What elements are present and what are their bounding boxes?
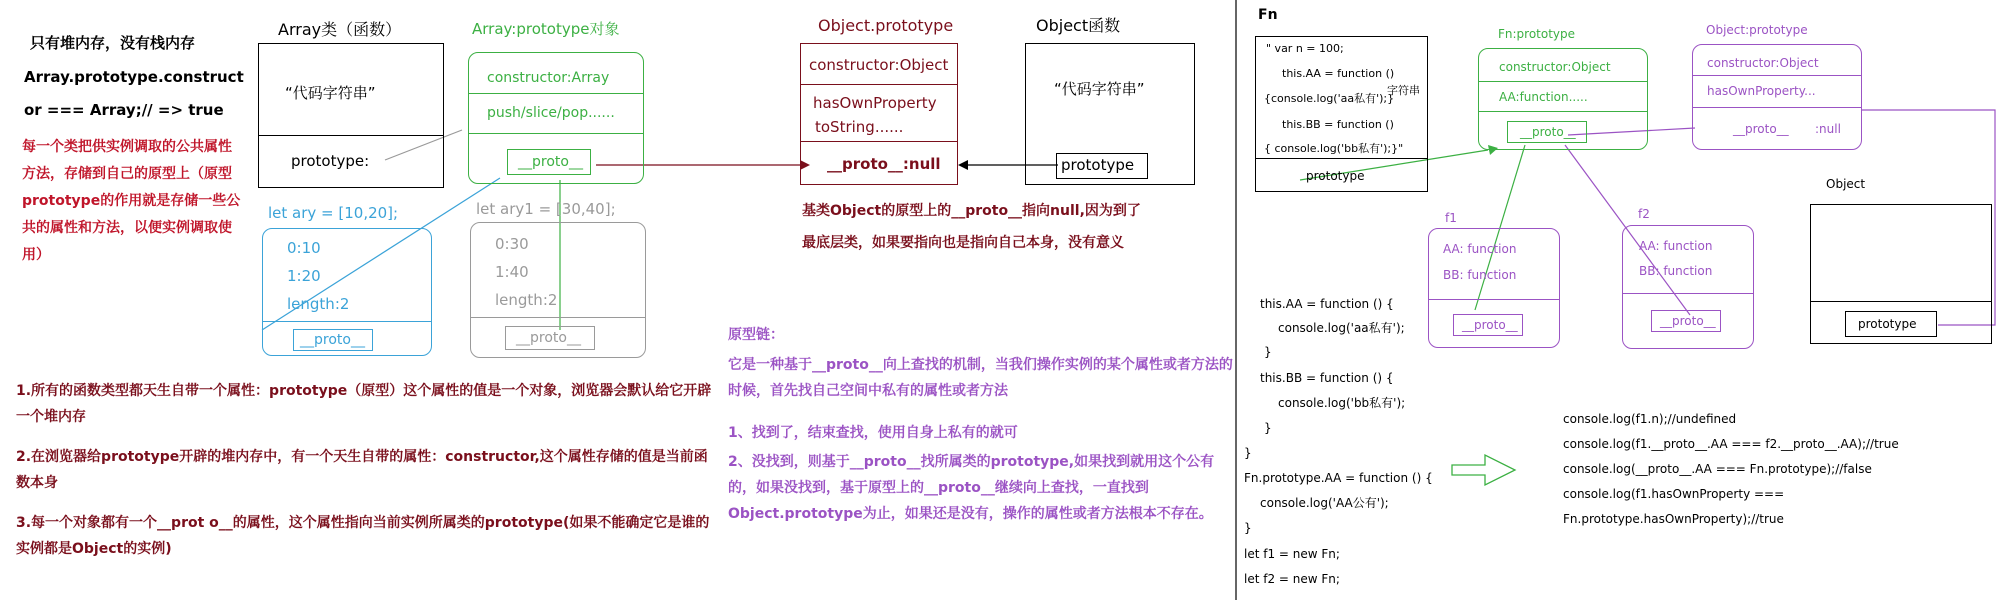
chain-step-2: 2、没找到，则基于__proto__找所属类的prototype,如果找到就用这个公有的，如果没找到，基于原型上的__proto__继续向上查找，一直找到Object.prototype为止，如果还是没有，操作的属性或者方法根本不存在。 <box>728 454 1215 522</box>
object-fn-prototype: prototype <box>1061 156 1135 174</box>
obj-proto-title: Object:prototype <box>1706 23 1808 37</box>
code-line-6: } <box>1264 421 1272 435</box>
array-proto-proto-box <box>507 149 591 175</box>
hollow-arrow <box>1452 455 1515 485</box>
array-proto-box <box>468 52 644 184</box>
array-proto-title: Array:prototype对象 <box>472 20 620 38</box>
console-line-2: console.log(f1.__proto__.AA === f2.__proto__.AA);//true <box>1563 437 1899 451</box>
f1-box <box>1428 228 1560 348</box>
divider <box>259 135 443 136</box>
fn-box <box>1255 36 1428 192</box>
fn-proto-title: Fn:prototype <box>1498 27 1576 41</box>
ary-item-1: 1:20 <box>287 267 321 285</box>
object-prototype-box <box>1845 311 1937 337</box>
note-heap-only: 只有堆内存，没有栈内存 <box>30 34 196 52</box>
object-title: Object <box>1826 177 1866 191</box>
ary-item-0: 0:10 <box>287 239 321 257</box>
fn-prototype: prototype <box>1306 169 1365 183</box>
note-prototype-purpose: 每一个类把供实例调取的公共属性方法，存储到自己的原型上（原型prototype的作用就是存储一些公共的属性和方法，以便实例调取使用） <box>22 139 241 263</box>
ary1-item-1: 1:40 <box>495 263 529 281</box>
fn-code-line-4: this.BB = function () <box>1282 118 1394 131</box>
code-line-4: this.BB = function () { <box>1260 371 1394 385</box>
note-3: 3.每一个对象都有一个__prot o__的属性，这个属性指向当前实例所属类的prototype(如果不能确定它是谁的实例都是Object的实例) <box>16 515 710 557</box>
f2-proto-box <box>1651 310 1721 332</box>
code-line-9: console.log('AA公有'); <box>1260 496 1389 510</box>
array-fn-prototype-label: prototype: <box>291 152 370 170</box>
fn-code-line-2: this.AA = function () <box>1282 67 1395 80</box>
ary1-item-0: 0:30 <box>495 235 529 253</box>
code-line-5: console.log('bb私有'); <box>1278 396 1406 410</box>
array-fn-title: Array类（函数） <box>278 20 402 39</box>
object-proto-title: Object.prototype <box>818 16 954 35</box>
divider <box>1256 158 1427 159</box>
f1-aa: AA: function <box>1443 242 1517 256</box>
console-line-3: console.log(__proto__.AA === Fn.prototype);//false <box>1563 462 1872 476</box>
ary1-length: length:2 <box>495 291 558 309</box>
code-line-3: } <box>1264 345 1272 359</box>
object-proto-hasownproperty: hasOwnProperty <box>813 94 937 112</box>
ary-title: let ary = [10,20]; <box>268 204 399 222</box>
fn-proto-proto-box <box>1507 121 1587 143</box>
code-line-8: Fn.prototype.AA = function () { <box>1244 471 1433 485</box>
fn-code-line-5: { console.log('bb私有');}" <box>1264 142 1404 155</box>
fn-proto-constructor: constructor:Object <box>1499 60 1611 74</box>
array-proto-constructor: constructor:Array <box>487 70 610 86</box>
object-box <box>1810 204 1992 344</box>
obj-proto-box <box>1692 44 1862 150</box>
chain-text: 它是一种基于__proto__向上查找的机制，当我们操作实例的某个属性或者方法的时候，首先找自己空间中私有的属性或者方法 <box>728 357 1233 399</box>
null-note-line-1: 基类Object的原型上的__proto__指向null,因为到了 <box>802 203 1141 219</box>
code-line-1: this.AA = function () { <box>1260 297 1394 311</box>
array-proto-proto: __proto__ <box>518 154 583 170</box>
divider <box>1479 81 1647 82</box>
fn-proto-aa: AA:function..... <box>1499 90 1588 104</box>
note-2: 2.在浏览器给prototype开辟的堆内存中，有一个天生自带的属性：constructor,这个属性存储的值是当前函数本身 <box>16 449 708 491</box>
array-fn-code: “代码字符串” <box>285 84 376 102</box>
obj-proto-proto: __proto__ <box>1733 122 1789 136</box>
f1-proto-box <box>1453 314 1523 336</box>
ary1-proto: __proto__ <box>516 330 581 346</box>
console-line-1: console.log(f1.n);//undefined <box>1563 412 1737 426</box>
fn-side-label: 字符串 <box>1387 84 1420 97</box>
divider <box>1693 107 1861 108</box>
f2-bb: BB: function <box>1639 264 1713 278</box>
code-line-12: let f2 = new Fn; <box>1244 572 1340 586</box>
obj-proto-null: :null <box>1815 122 1841 136</box>
f1-bb: BB: function <box>1443 268 1517 282</box>
chain-title: 原型链： <box>728 327 784 343</box>
code-line-2: console.log('aa私有'); <box>1278 321 1405 335</box>
f2-title: f2 <box>1638 207 1650 221</box>
object-fn-box <box>1025 43 1195 185</box>
console-line-5: Fn.prototype.hasOwnProperty);//true <box>1563 512 1784 526</box>
fn-code-line-1: " var n = 100; <box>1266 42 1344 55</box>
divider <box>1429 299 1559 300</box>
object-fn-code: “代码字符串” <box>1054 80 1145 98</box>
divider <box>1811 301 1991 302</box>
divider <box>1479 111 1647 112</box>
divider <box>263 321 431 322</box>
ary1-title: let ary1 = [30,40]; <box>476 200 616 218</box>
object-fn-title: Object函数 <box>1036 16 1121 35</box>
divider <box>1693 75 1861 76</box>
code-line-11: let f1 = new Fn; <box>1244 547 1340 561</box>
object-proto-box <box>800 43 958 185</box>
f2-proto: __proto__ <box>1660 314 1716 328</box>
ary1-box <box>470 222 646 358</box>
fn-code-line-3: {console.log('aa私有');} <box>1264 92 1395 105</box>
fn-proto-box <box>1478 48 1648 150</box>
obj-proto-hasownproperty: hasOwnProperty... <box>1707 84 1816 98</box>
obj-proto-constructor: constructor:Object <box>1707 56 1819 70</box>
divider <box>469 133 643 134</box>
ary1-proto-box <box>505 326 595 350</box>
object-proto-constructor: constructor:Object <box>809 56 949 74</box>
f1-proto: __proto__ <box>1462 318 1518 332</box>
chain-step-1: 1、找到了，结束查找，使用自身上私有的就可 <box>728 425 1018 441</box>
object-proto-tostring: toString...... <box>815 118 904 136</box>
array-proto-methods: push/slice/pop...... <box>487 105 615 121</box>
object-proto-proto-null: __proto__:null <box>827 155 941 173</box>
divider <box>801 84 957 85</box>
note-constructor-1: Array.prototype.construct <box>24 68 244 86</box>
object-prototype: prototype <box>1858 317 1917 331</box>
note-1: 1.所有的函数类型都天生自带一个属性：prototype（原型）这个属性的值是一个对象，浏览器会默认给它开辟一个堆内存 <box>16 383 712 425</box>
f2-box <box>1622 225 1754 349</box>
console-line-4: console.log(f1.hasOwnProperty === <box>1563 487 1785 501</box>
divider <box>469 93 643 94</box>
fn-proto-proto: __proto__ <box>1520 125 1576 139</box>
fn-title: Fn <box>1258 7 1278 23</box>
divider <box>471 317 645 318</box>
object-fn-prototype-box <box>1056 153 1148 179</box>
code-line-10: } <box>1244 521 1252 535</box>
array-fn-box <box>258 43 444 188</box>
null-note-line-2: 最底层类，如果要指向也是指向自己本身，没有意义 <box>802 235 1124 251</box>
ary-proto: __proto__ <box>300 332 365 348</box>
ary-proto-box <box>293 329 373 351</box>
divider <box>801 141 957 142</box>
note-constructor-2: or === Array;// => true <box>24 101 224 119</box>
divider <box>1623 293 1753 294</box>
f1-title: f1 <box>1445 211 1457 225</box>
f2-aa: AA: function <box>1639 239 1713 253</box>
ary-length: length:2 <box>287 295 350 313</box>
ary-box <box>262 228 432 356</box>
code-line-7: } <box>1244 446 1252 460</box>
